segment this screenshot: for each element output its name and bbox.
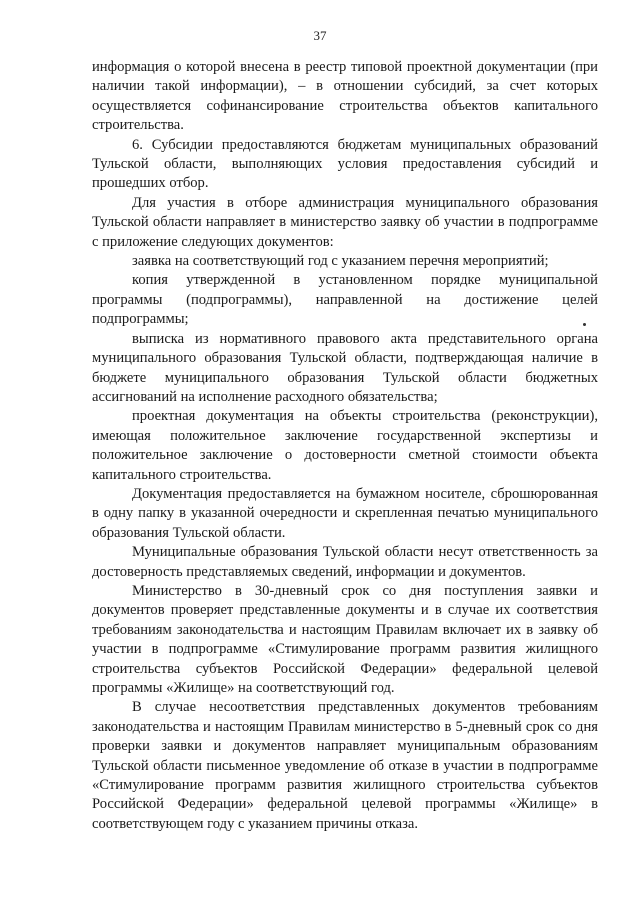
paragraph-8: Документация предоставляется на бумажном носителе, сброшюрованная в одну папку в указанной очередности и скрепленная печатью муниципального образования Тульской области. (92, 485, 598, 541)
document-body (92, 58, 598, 834)
paragraph-4: заявка на соответствующий год с указанием перечня мероприятий; (132, 253, 549, 270)
paragraph-7: проектная документация на объекты строительства (реконструкции), имеющая положительное заключение государственной экспертизы и положительное заключение о достоверности сметной стоимости объекта капитального строительства. (92, 408, 598, 483)
paragraph-9: Муниципальные образования Тульской области несут ответственность за достоверность представляемых сведений, информации и документов. (92, 544, 598, 580)
paragraph-3: Для участия в отборе администрация муниципального образования Тульской области направляет в министерство заявку об участии в подпрограмме с приложение следующих документов: (92, 194, 598, 250)
paragraph-10: Министерство в 30-дневный срок со дня поступления заявки и документов проверяет представленные документы и в случае их соответствия требованиям законодательства и настоящим Правилам включает их в заявку об участии в подпрограмме «Стимулирование программ развития жилищного строительства субъектов Российской Федерации» федеральной целевой программы «Жилище» на соответствующий год. (92, 582, 598, 696)
paragraph-6: выписка из нормативного правового акта представительного органа муниципального образования Тульской области, подтверждающая наличие в бюджете муниципального образования Тульской области бюджетных ассигнований на исполнение расходного обязательства; (92, 330, 598, 405)
scan-speck (583, 323, 586, 326)
paragraph-5: копия утвержденной в установленном порядке муниципальной программы (подпрограммы), направленной на достижение целей подпрограммы; (92, 272, 598, 328)
paragraph-2: 6. Субсидии предоставляются бюджетам муниципальных образований Тульской области, выполняющих условия предоставления субсидий и прошедших отбор. (92, 136, 598, 192)
paragraph-1: информация о которой внесена в реестр типовой проектной документации (при наличии такой информации), – в отношении субсидий, за счет которых осуществляется софинансирование строительства объектов капитального строительства. (92, 59, 598, 134)
paragraph-11: В случае несоответствия представленных документов требованиям законодательства и настоящим Правилам министерство в 5-дневный срок со дня проверки заявки и документов направляет муниципальным образованиям Тульской области письменное уведомление об отказе в участии в подпрограмме «Стимулирование программ развития жилищного строительства субъектов Российской Федерации» федеральной целевой программы «Жилище» в соответствующем году с указанием причины отказа. (92, 699, 598, 832)
page-number: 37 (313, 28, 327, 43)
